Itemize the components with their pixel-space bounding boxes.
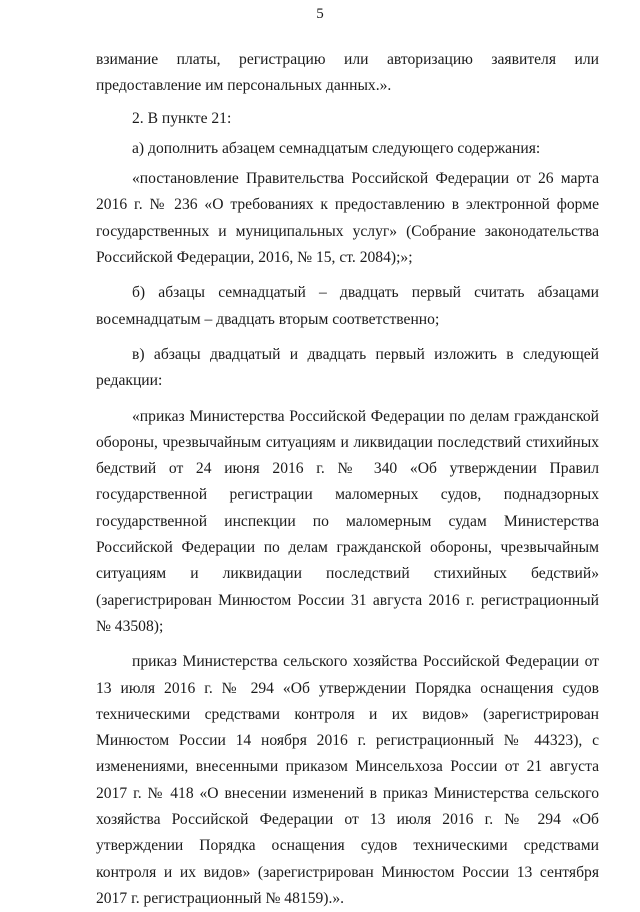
paragraph-continuation: взимание платы, регистрацию или авторизацию заявителя или предоставление им персональных данных.». [96, 51, 599, 95]
paragraph-subitem-b: б) абзацы семнадцатый – двадцать первый считать абзацами восемнадцатым – двадцать вторым соответственно; [96, 284, 599, 328]
paragraph-subitem-a: а) дополнить абзацем семнадцатым следующего содержания: [132, 139, 541, 157]
page-number: 5 [316, 6, 324, 22]
paragraph-quote-decree-236: «постановление Правительства Российской Федерации от 26 марта 2016 г. № 236 «О требованиях к предоставлению в электронной форме государственных и муниципальных услуг» (Собрание законодательства Российской Федерации, 2016, № 15, ст. 2084);»; [96, 170, 599, 267]
paragraph-order-294: приказ Министерства сельского хозяйства Российской Федерации от 13 июля 2016 г. № 294 «Об утверждении Порядка оснащения судов техническими средствами контроля и их видов» (зарегистрирован Минюстом России 14 ноября 2016 г. регистрационный № 44323), с изменениями, внесенными приказом Минсельхоза России от 21 августа 2017 г. № 418 «О внесении изменений в приказ Министерства сельского хозяйства Российской Федерации от 13 июля 2016 г. № 294 «Об утверждении Порядка оснащения судов техническими средствами контроля и их видов» (зарегистрирован Минюстом России 13 сентября 2017 г. регистрационный № 48159).». [96, 653, 599, 907]
paragraph-item-2: 2. В пункте 21: [132, 109, 232, 127]
paragraph-subitem-v: в) абзацы двадцатый и двадцать первый изложить в следующей редакции: [96, 345, 599, 390]
paragraph-quote-order-340: «приказ Министерства Российской Федерации по делам гражданской обороны, чрезвычайным ситуациям и ликвидации последствий стихийных бедствий от 24 июня 2016 г. № 340 «Об утверждении Правил государственной регистрации маломерных судов, поднадзорных государственной инспекции по маломерным судам Министерства Российской Федерации по делам гражданской обороны, чрезвычайным ситуациям и ликвидации последствий стихийных бедствий» (зарегистрирован Минюстом России 31 августа 2016 г. регистрационный № 43508); [96, 407, 599, 635]
document-body [96, 47, 599, 912]
